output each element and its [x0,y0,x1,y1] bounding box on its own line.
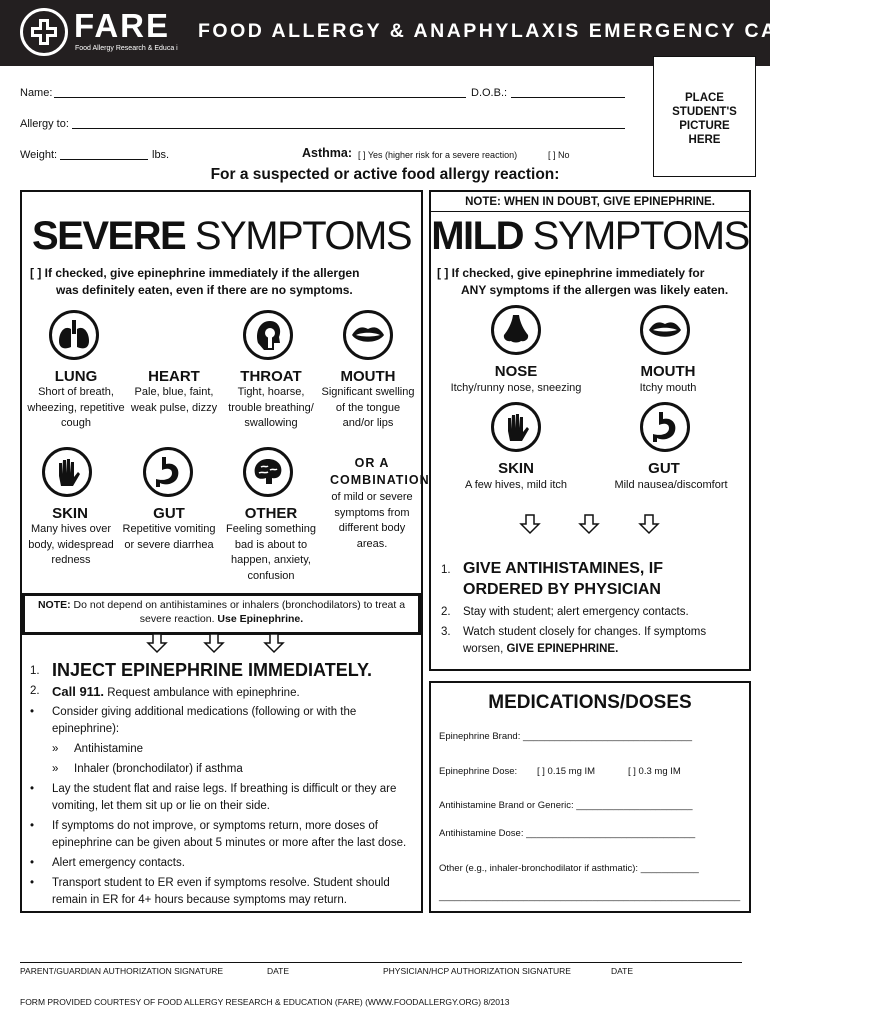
severe-note: NOTE: Do not depend on antihistamines or inhalers (bronchodilators) to treat a severe reaction. Use Epinephrine. [22,593,421,635]
severe-checkbox-instruction[interactable]: [ ] If checked, give epinephrine immediately if the allergen [30,266,360,280]
heart-label: HEART [148,368,200,385]
antihistamine-dose-field[interactable]: Antihistamine Dose: ________________________________ [439,828,696,839]
mild-instruction-line2: ANY symptoms if the allergen was likely eaten. [461,283,729,297]
mild-gut-desc: Mild nausea/discomfort [614,479,728,491]
physician-date-label: DATE [611,966,634,976]
throat-desc: Tight, hoarse, trouble breathing/ swallowing [228,386,314,429]
mild-skin-desc: A few hives, mild itch [464,479,568,491]
lung-icon [49,310,99,360]
mild-title: MILD SYMPTOMS [431,214,749,258]
combination-desc: of mild or severe symptoms from different body areas. [331,491,413,550]
mouth-desc: Significant swelling of the tongue and/or lips [321,386,415,429]
step-1: 1. INJECT EPINEPHRINE IMMEDIATELY. [30,660,373,680]
epinephrine-dose-label: Epinephrine Dose: [439,766,518,777]
weight-field[interactable] [60,159,148,160]
logo-subtitle: Food Allergy Research & Educa i [75,45,178,52]
nose-desc: Itchy/runny nose, sneezing [450,382,582,394]
mild-divider [431,211,749,212]
epinephrine-brand-field[interactable]: Epinephrine Brand: ________________________________ [439,731,693,742]
name-field[interactable] [54,97,466,98]
photo-text: PLACE STUDENT'S PICTURE HERE [672,92,737,146]
mild-step-1: 1. GIVE ANTIHISTAMINES, IF ORDERED BY PHYSICIAN [441,560,664,598]
courtesy-footer: FORM PROVIDED COURTESY OF FOOD ALLERGY RESEARCH & EDUCATION (FARE) (WWW.FOODALLERGY.ORG) 8/2013 [20,997,510,1007]
asthma-yes-checkbox[interactable]: [ ] Yes (higher risk for a severe reaction) [358,150,518,160]
gut-icon [640,402,690,452]
sub-antihistamine: » Antihistamine [52,743,144,755]
down-arrow-icon [145,632,169,654]
dob-field[interactable] [511,97,625,98]
other-medication-line[interactable]: _________________________________________________________ [439,891,741,902]
down-arrow-icon [518,513,542,535]
subheading: For a suspected or active food allergy reaction: [210,166,560,183]
mouth-icon [640,305,690,355]
dose-03-checkbox[interactable]: [ ] 0.3 mg IM [628,766,681,777]
mouth-icon [343,310,393,360]
sub-inhaler: » Inhaler (bronchodilator) if asthma [52,763,243,775]
gut-desc: Repetitive vomiting or severe diarrhea [122,523,216,551]
mild-gut-label: GUT [648,460,680,477]
mild-note: NOTE: WHEN IN DOUBT, GIVE EPINEPHRINE. [465,196,715,208]
student-photo-placeholder[interactable] [653,56,756,177]
throat-icon [243,310,293,360]
skin-icon [42,447,92,497]
mild-mouth-desc: Itchy mouth [639,382,697,394]
logo-text: FARE [74,7,171,44]
step-2: 2. Call 911. Request ambulance with epinephrine. [30,684,300,699]
brain-icon [243,447,293,497]
weight-label: Weight: [20,149,58,161]
mild-step-2: 2. Stay with student; alert emergency contacts. [441,606,689,618]
dose-015-checkbox[interactable]: [ ] 0.15 mg IM [537,766,596,777]
severe-steps [30,660,418,909]
antihistamine-brand-field[interactable]: Antihistamine Brand or Generic: ______________________ [439,800,693,811]
medications-panel [429,681,751,913]
lung-desc: Short of breath, wheezing, repetitive cough [27,386,125,429]
signature-line[interactable] [20,962,742,963]
gut-label: GUT [153,505,185,522]
page-title: FOOD ALLERGY & ANAPHYLAXIS EMERGENCY CARE PLAN [198,20,881,42]
parent-date-label: DATE [267,966,290,976]
bullet-transport: • Transport student to ER even if symptoms resolve. Student should remain in ER for 4+ hours because symptoms may return. [30,877,390,906]
skin-icon [491,402,541,452]
parent-signature-label: PARENT/GUARDIAN AUTHORIZATION SIGNATURE [20,966,224,976]
skin-label: SKIN [52,505,88,522]
gut-icon [143,447,193,497]
mild-steps [441,558,741,658]
medications-title: MEDICATIONS/DOSES [488,692,692,713]
name-label: Name: [20,87,53,99]
bullet-alert: • Alert emergency contacts. [30,857,185,869]
skin-desc: Many hives over body, widespread redness [28,523,114,566]
bullet-repeat-dose: • If symptoms do not improve, or symptoms return, more doses of epinephrine can be given about 5 minutes or more after the last dose. [30,820,407,849]
physician-signature-label: PHYSICIAN/HCP AUTHORIZATION SIGNATURE [383,966,571,976]
nose-icon [491,305,541,355]
down-arrow-icon [577,513,601,535]
asthma-no-checkbox[interactable]: [ ] No [548,150,570,160]
mild-checkbox-instruction[interactable]: [ ] If checked, give epinephrine immediately for [437,266,705,280]
bullet-consider: • Consider giving additional medications (following or with the epinephrine): [30,706,357,735]
asthma-label: Asthma: [302,146,353,160]
down-arrow-icon [202,632,226,654]
lung-label: LUNG [54,368,98,385]
bullet-lay-flat: • Lay the student flat and raise legs. If breathing is difficult or they are vomiting, let them sit up or lie on their side. [30,783,397,812]
down-arrow-icon [262,632,286,654]
allergy-label: Allergy to: [20,118,69,130]
fare-logo-icon [20,8,68,56]
severe-title: SEVERE SYMPTOMS [31,214,412,258]
other-desc: Feeling something bad is about to happen, anxiety, confusion [226,523,316,582]
other-medication-field[interactable]: Other (e.g., inhaler-bronchodilator if asthmatic): ___________ [439,863,699,874]
down-arrow-icon [637,513,661,535]
mouth-label: MOUTH [340,368,396,385]
allergy-field[interactable] [72,128,625,129]
nose-label: NOSE [494,363,538,380]
mild-skin-label: SKIN [498,460,534,477]
heart-desc: Pale, blue, faint, weak pulse, dizzy [130,386,218,414]
other-label: OTHER [244,505,298,522]
weight-unit: lbs. [152,149,170,161]
throat-label: THROAT [240,368,302,385]
severe-instruction-line2: was definitely eaten, even if there are no symptoms. [56,283,353,297]
dob-label: D.O.B.: [471,87,508,99]
mild-mouth-label: MOUTH [640,363,696,380]
mild-step-3: 3. Watch student closely for changes. If symptoms worsen, GIVE EPINEPHRINE. [441,626,707,655]
combination-title: OR A COMBINATION [330,456,430,487]
